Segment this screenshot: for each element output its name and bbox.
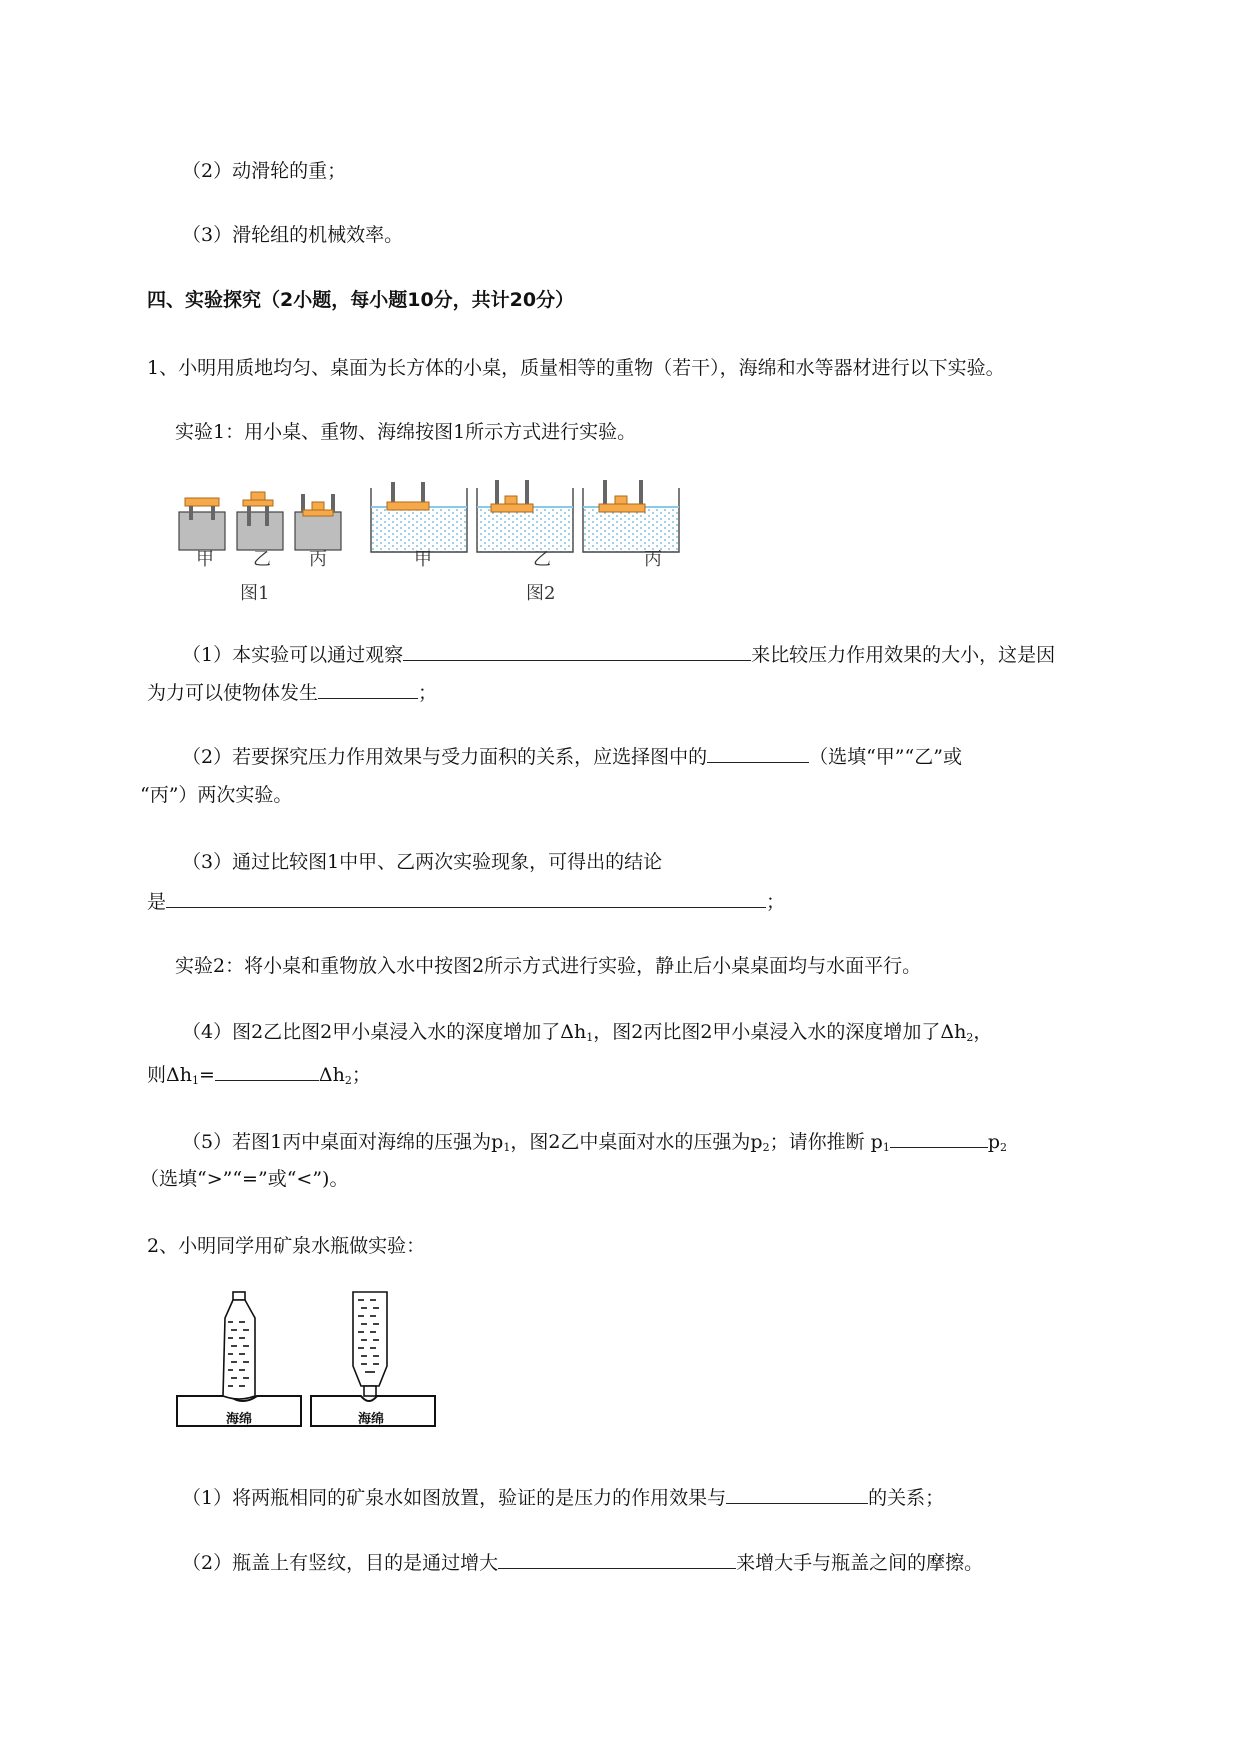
p1-q1-line1 bbox=[182, 640, 1055, 668]
fig1-caption: 图1 bbox=[240, 583, 270, 604]
p1-q4-blank[interactable] bbox=[215, 1060, 319, 1081]
bottle-inverted bbox=[311, 1292, 435, 1426]
sponge-label-left: 海绵 bbox=[226, 1412, 253, 1427]
p2-q1-text-b: 的关系； bbox=[868, 1487, 945, 1509]
p1-q2-text-b: （选填“甲”“乙”或 bbox=[809, 746, 962, 768]
fig2-label-bing: 丙 bbox=[644, 549, 662, 570]
p2-q2-line bbox=[182, 1548, 983, 1576]
p1-q3-text-c: ； bbox=[766, 891, 786, 913]
problem2-stem: 2、小明同学用矿泉水瓶做实验： bbox=[147, 1235, 426, 1257]
p1-q1-text-c: 为力可以使物体发生 bbox=[147, 682, 319, 704]
figure-bottles bbox=[175, 1290, 440, 1430]
p2-q2-text-a: （2）瓶盖上有竖纹，目的是通过增大 bbox=[182, 1552, 499, 1574]
p1-q3-text-b: 是 bbox=[147, 891, 167, 913]
fig1-sponge-bing bbox=[295, 494, 341, 550]
fig1-sponge-yi bbox=[237, 492, 283, 550]
p1-q4-line2 bbox=[147, 1060, 371, 1094]
p1-q4-text-b: ，图2丙比图2甲小桌浸入水的深度增加了Δh bbox=[593, 1021, 967, 1043]
experiment1-text: 实验1：用小桌、重物、海绵按图1所示方式进行实验。 bbox=[175, 421, 637, 443]
p1-q3-line1: （3）通过比较图1中甲、乙两次实验现象，可得出的结论 bbox=[182, 851, 663, 873]
p1-q2-line2: “丙”）两次实验。 bbox=[140, 784, 293, 806]
bottle-upright bbox=[177, 1292, 301, 1426]
p1-q2-blank[interactable] bbox=[707, 742, 809, 763]
p1-q4-line1 bbox=[182, 1019, 992, 1051]
section-heading: 四、实验探究（2小题，每小题10分，共计20分） bbox=[147, 289, 575, 311]
p1-q1-line2 bbox=[147, 678, 437, 706]
p1-q5-text-d: p bbox=[987, 1131, 1000, 1153]
p2-q1-text-a: （1）将两瓶相同的矿泉水如图放置，验证的是压力的作用效果与 bbox=[182, 1487, 727, 1509]
p2-q2-blank[interactable] bbox=[498, 1548, 736, 1569]
fig1-label-jia: 甲 bbox=[196, 549, 214, 570]
p2-q2-text-b: 来增大手与瓶盖之间的摩擦。 bbox=[736, 1552, 984, 1574]
p1-q3-blank[interactable] bbox=[166, 887, 766, 908]
p1-q4-sub1: 1 bbox=[586, 1031, 594, 1044]
p1-q4-sub2b: 2 bbox=[344, 1074, 352, 1087]
p1-q5-line1 bbox=[182, 1127, 1007, 1161]
p1-q1-text-b: 来比较压力作用效果的大小，这是因 bbox=[751, 644, 1056, 666]
p1-q4-sub2: 2 bbox=[966, 1031, 974, 1044]
p1-q4-text-c: ， bbox=[973, 1021, 993, 1043]
p1-q2-text-a: （2）若要探究压力作用效果与受力面积的关系，应选择图中的 bbox=[182, 746, 708, 768]
p2-q1-line bbox=[182, 1483, 944, 1511]
p1-q4-text-d: 则Δh bbox=[147, 1064, 192, 1086]
fig2-tank-yi bbox=[477, 480, 573, 552]
fig2-label-jia: 甲 bbox=[414, 549, 432, 570]
p1-q5-text-a: （5）若图1丙中桌面对海绵的压强为p bbox=[182, 1131, 504, 1153]
problem1-stem: 1、小明用质地均匀、桌面为长方体的小桌，质量相等的重物（若干），海绵和水等器材进行以下实验。 bbox=[147, 357, 1005, 379]
fig2-tank-jia bbox=[371, 482, 467, 552]
p1-q5-sub-p2: 2 bbox=[762, 1141, 770, 1154]
sponge-label-right: 海绵 bbox=[358, 1412, 385, 1427]
p1-q4-sub1b: 1 bbox=[191, 1074, 199, 1087]
p1-q4-text-g: ； bbox=[351, 1064, 371, 1086]
fig2-caption: 图2 bbox=[526, 583, 556, 604]
p1-q5-text-c: ；请你推断 p bbox=[769, 1131, 883, 1153]
p2-q1-blank[interactable] bbox=[726, 1483, 868, 1504]
p1-q5-text-b: ，图2乙中桌面对水的压强为p bbox=[510, 1131, 763, 1153]
p1-q5-sub-p2b: 2 bbox=[999, 1141, 1007, 1154]
p1-q1-blank2[interactable] bbox=[318, 678, 418, 699]
item-q3: （3）滑轮组的机械效率。 bbox=[182, 224, 404, 246]
fig1-label-bing: 丙 bbox=[309, 549, 327, 570]
p1-q1-blank1[interactable] bbox=[403, 640, 751, 661]
p1-q5-blank[interactable] bbox=[890, 1127, 988, 1148]
p1-q3-line2 bbox=[147, 887, 785, 915]
p1-q1-text-d: ； bbox=[418, 682, 438, 704]
fig1-label-yi: 乙 bbox=[253, 549, 271, 570]
p1-q2-line1 bbox=[182, 742, 962, 770]
p1-q4-text-f: Δh bbox=[318, 1064, 345, 1086]
figure-1-2 bbox=[175, 478, 715, 588]
p1-q1-text-a: （1）本实验可以通过观察 bbox=[182, 644, 404, 666]
fig1-sponge-jia bbox=[179, 498, 225, 550]
fig2-label-yi: 乙 bbox=[533, 549, 551, 570]
p1-q4-text-e: = bbox=[198, 1064, 215, 1086]
p1-q5-line2: （选填“>”“=”或“<”)。 bbox=[140, 1168, 349, 1190]
p1-q5-sub-p1: 1 bbox=[503, 1141, 511, 1154]
fig2-tank-bing bbox=[583, 480, 679, 552]
item-q2: （2）动滑轮的重； bbox=[182, 160, 347, 182]
p1-q5-sub-p1b: 1 bbox=[882, 1141, 890, 1154]
p1-q4-text-a: （4）图2乙比图2甲小桌浸入水的深度增加了Δh bbox=[182, 1021, 587, 1043]
experiment2-text: 实验2：将小桌和重物放入水中按图2所示方式进行实验，静止后小桌桌面均与水面平行。 bbox=[175, 955, 922, 977]
